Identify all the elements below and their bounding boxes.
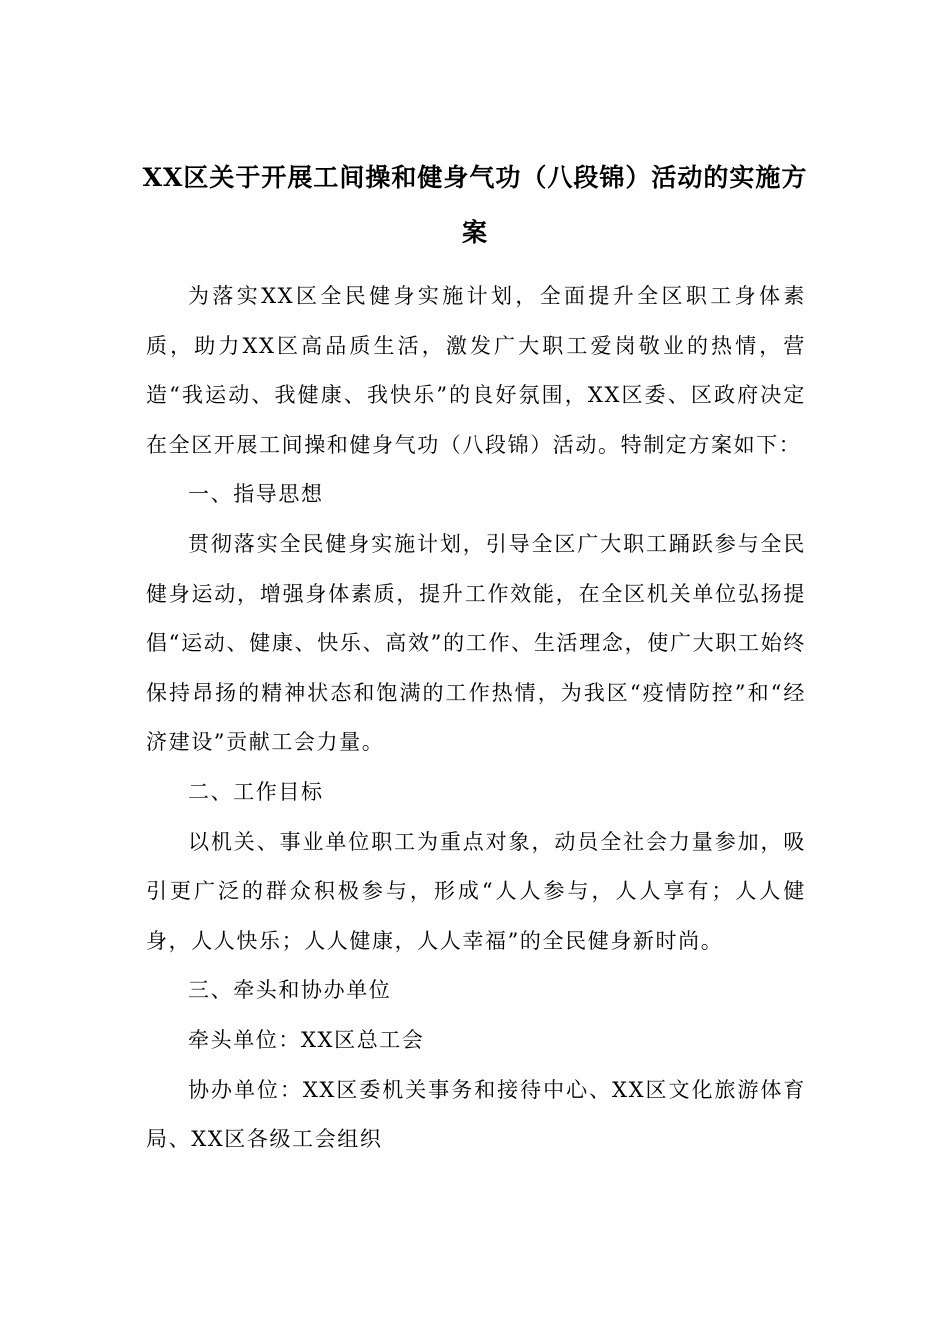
guiding-ideology-paragraph: 贯彻落实全民健身实施计划，引导全区广大职工踊跃参与全民健身运动，增强身体素质，提升工作效能，在全区机关单位弘扬提倡“运动、健康、快乐、高效”的工作、生活理念，使广大职工始终保持昂扬的精神状态和饱满的工作热情，为我区“疫情防控”和“经济建设”贡献工会力量。 — [146, 531, 806, 755]
work-goals-paragraph: 以机关、事业单位职工为重点对象，动员全社会力量参加，吸引更广泛的群众积极参与，形成“人人参与，人人享有；人人健身，人人快乐；人人健康，人人幸福”的全民健身新时尚。 — [146, 829, 806, 953]
document-body — [146, 272, 806, 1165]
intro-paragraph: 为落实XX区全民健身实施计划，全面提升全区职工身体素质，助力XX区高品质生活，激发广大职工爱岗敬业的热情，营造“我运动、我健康、我快乐”的良好氛围，XX区委、区政府决定在全区开展工间操和健身气功（八段锦）活动。特制定方案如下： — [146, 284, 806, 457]
section-heading-guiding-ideology: 一、指导思想 — [188, 482, 324, 507]
section-heading-work-goals: 二、工作目标 — [188, 779, 324, 804]
document-title: XX区关于开展工间操和健身气功（八段锦）活动的实施方案 — [142, 163, 808, 247]
section-heading-lead-units: 三、牵头和协办单位 — [188, 978, 392, 1003]
lead-unit-line: 牵头单位：XX区总工会 — [188, 1027, 425, 1052]
assisting-units-line: 协办单位：XX区委机关事务和接待中心、XX区文化旅游体育局、XX区各级工会组织 — [146, 1077, 806, 1152]
